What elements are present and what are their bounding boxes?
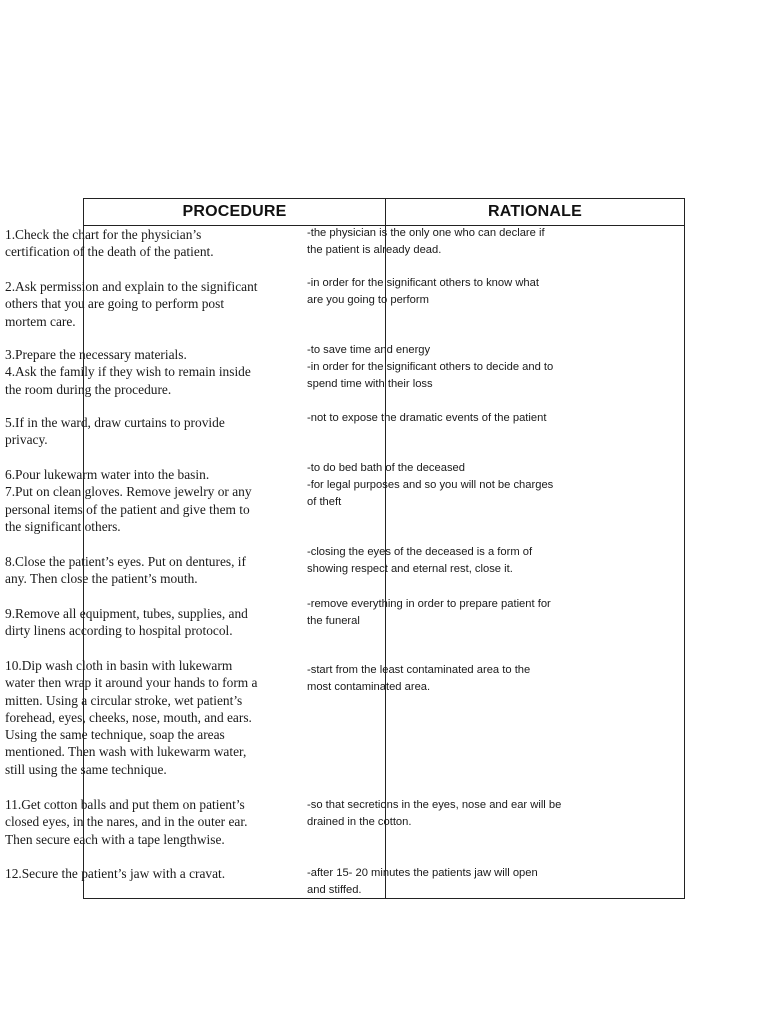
procedure-step-line: 11.Get cotton balls and put them on patient’s xyxy=(5,797,245,812)
rationale-line: -in order for the significant others to know what xyxy=(307,277,539,289)
rationale-line: are you going to perform xyxy=(307,293,429,306)
procedure-step-line: 12.Secure the patient’s jaw with a cravat. xyxy=(5,866,226,881)
rationale-entry-1 xyxy=(307,225,601,259)
procedure-step-7 xyxy=(5,605,297,640)
rationale-line: -in order for the significant others to decide and to xyxy=(307,360,554,373)
procedure-step-line: others that you are going to perform post xyxy=(5,296,225,312)
procedure-header: PROCEDURE xyxy=(182,203,287,220)
rationale-entry-8 xyxy=(307,662,601,696)
procedure-step-line: 5.If in the ward, draw curtains to provide xyxy=(5,415,225,430)
rationale-line: -for legal purposes and so you will not be charges xyxy=(307,478,554,491)
procedure-step-line: 6.Pour lukewarm water into the basin. xyxy=(5,467,210,482)
procedure-step-6 xyxy=(5,553,297,588)
procedure-step-line: Then secure each with a tape lengthwise. xyxy=(5,831,225,847)
rationale-line: spend time with their loss xyxy=(307,377,433,390)
rationale-line: showing respect and eternal rest, close it. xyxy=(307,562,513,575)
rationale-line: most contaminated area. xyxy=(307,680,431,693)
procedure-step-line: 1.Check the chart for the physician’s xyxy=(5,227,202,242)
rationale-line: -closing the eyes of the deceased is a form of xyxy=(307,546,533,558)
rationale-line: -after 15- 20 minutes the patients jaw will open xyxy=(307,867,538,879)
procedure-step-line: dirty linens according to hospital protocol. xyxy=(5,623,233,639)
rationale-entry-7 xyxy=(307,596,601,630)
procedure-step-line: 8.Close the patient’s eyes. Put on dentures, if xyxy=(5,554,246,569)
procedure-step-line: 10.Dip wash cloth in basin with lukewarm xyxy=(5,658,233,673)
rationale-entry-9 xyxy=(307,797,601,831)
procedure-step-line: forehead, eyes, cheeks, nose, mouth, and ears. xyxy=(5,709,252,725)
procedure-step-line: mitten. Using a circular stroke, wet patient’s xyxy=(5,692,243,708)
procedure-step-5 xyxy=(5,466,297,535)
procedure-step-line: 4.Ask the family if they wish to remain inside xyxy=(5,364,251,380)
procedure-step-line: 2.Ask permission and explain to the significant xyxy=(5,279,258,294)
rationale-line: of theft xyxy=(307,495,342,508)
procedure-step-8 xyxy=(5,657,297,778)
rationale-line: -not to expose the dramatic events of the patient xyxy=(307,412,547,424)
procedure-step-line: water then wrap it around your hands to form a xyxy=(5,675,258,691)
rationale-entry-3 xyxy=(307,342,601,392)
procedure-step-1 xyxy=(5,226,297,261)
procedure-step-10 xyxy=(5,865,297,882)
procedure-step-line: Using the same technique, soap the areas xyxy=(5,727,225,743)
procedure-step-9 xyxy=(5,796,297,848)
procedure-step-line: closed eyes, in the nares, and in the outer ear. xyxy=(5,814,248,830)
rationale-line: the funeral xyxy=(307,614,360,627)
rationale-line: and stiffed. xyxy=(307,883,362,896)
rationale-line: -so that secretions in the eyes, nose and ear will be xyxy=(307,799,562,811)
rationale-entry-6 xyxy=(307,544,601,578)
procedure-step-line: mortem care. xyxy=(5,313,76,329)
procedure-step-2 xyxy=(5,278,297,330)
rationale-header: RATIONALE xyxy=(488,203,582,220)
procedure-step-line: the significant others. xyxy=(5,518,121,534)
rationale-line: the patient is already dead. xyxy=(307,243,442,256)
procedure-step-line: 9.Remove all equipment, tubes, supplies, and xyxy=(5,606,248,621)
rationale-entry-2 xyxy=(307,275,601,309)
procedure-step-line: 7.Put on clean gloves. Remove jewelry or any xyxy=(5,484,252,500)
procedure-step-line: any. Then close the patient’s mouth. xyxy=(5,571,198,587)
rationale-entry-10 xyxy=(307,865,601,899)
procedure-step-line: personal items of the patient and give them to xyxy=(5,501,250,517)
rationale-line: -remove everything in order to prepare patient for xyxy=(307,598,551,610)
rationale-line: -start from the least contaminated area to the xyxy=(307,664,531,676)
procedure-step-line: still using the same technique. xyxy=(5,761,167,777)
procedure-step-line: the room during the procedure. xyxy=(5,381,172,397)
rationale-line: -the physician is the only one who can declare if xyxy=(307,227,545,239)
procedure-step-line: certification of the death of the patient. xyxy=(5,244,214,260)
rationale-entry-5 xyxy=(307,460,601,510)
rationale-line: -to save time and energy xyxy=(307,344,431,356)
procedure-step-line: privacy. xyxy=(5,432,48,448)
procedure-step-4 xyxy=(5,414,297,449)
procedure-step-3 xyxy=(5,346,297,398)
procedure-step-line: mentioned. Then wash with lukewarm water, xyxy=(5,744,247,760)
rationale-line: drained in the cotton. xyxy=(307,815,412,828)
rationale-entry-4 xyxy=(307,410,601,427)
procedure-step-line: 3.Prepare the necessary materials. xyxy=(5,347,187,362)
rationale-line: -to do bed bath of the deceased xyxy=(307,462,465,474)
